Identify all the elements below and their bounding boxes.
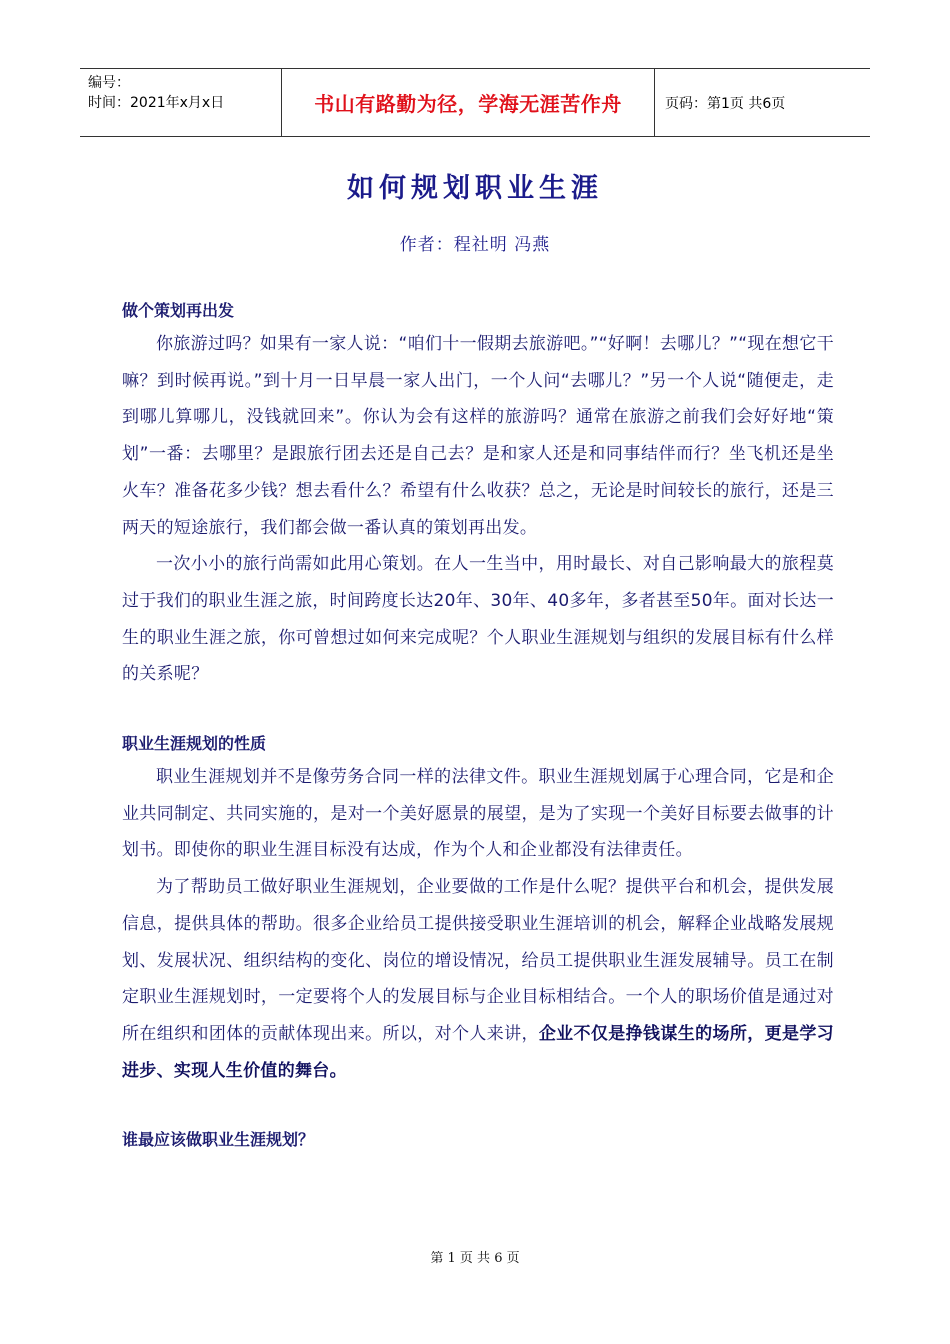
- header-table: [80, 68, 870, 137]
- paragraph-enterprise-role: [122, 869, 834, 1089]
- section-heading-plan: 做个策划再出发: [122, 301, 235, 320]
- paragraph-career-journey: 一次小小的旅行尚需如此用心策划。在人一生当中，用时最长、对自己影响最大的旅程莫过于我们的职业生涯之旅，时间跨度长达20年、30年、40多年，多者甚至50年。面对长达一生的职业生涯之旅，你可曾想过如何来完成呢？个人职业生涯规划与组织的发展目标有什么样的关系呢？: [122, 554, 834, 685]
- header-meta-cell: [80, 69, 282, 136]
- paragraph-travel: 你旅游过吗？如果有一家人说：“咱们十一假期去旅游吧。”“好啊！去哪儿？”“现在想它干嘛？到时候再说。”到十月一日早晨一家人出门，一个人问“去哪儿？”另一个人说“随便走，走到哪儿算哪儿，没钱就回来”。你认为会有这样的旅游吗？通常在旅游之前我们会好好地“策划”一番：去哪里？是跟旅行团去还是自己去？是和家人还是和同事结伴而行？坐飞机还是坐火车？准备花多少钱？想去看什么？希望有什么收获？总之，无论是时间较长的旅行，还是三两天的短途旅行，我们都会做一番认真的策划再出发。: [122, 334, 834, 538]
- header-motto: 书山有路勤为径，学海无涯苦作舟: [314, 92, 622, 116]
- paragraph-enterprise-role-text: 为了帮助员工做好职业生涯规划，企业要做的工作是什么呢？提供平台和机会，提供发展信息，提供具体的帮助。很多企业给员工提供接受职业生涯培训的机会，解释企业战略发展规划、发展状况、组织结构的变化、岗位的增设情况，给员工提供职业生涯发展辅导。员工在制定职业生涯规划时，一定要将个人的发展目标与企业目标相结合。一个人的职场价值是通过对所在组织和团体的贡献体现出来。所以，对个人来讲，: [122, 877, 834, 1044]
- document-body: [122, 296, 834, 1155]
- paragraph-psych-contract: 职业生涯规划并不是像劳务合同一样的法律文件。职业生涯规划属于心理合同，它是和企业共同制定、共同实施的，是对一个美好愿景的展望，是为了实现一个美好目标要去做事的计划书。即使你的职业生涯目标没有达成，作为个人和企业都没有法律责任。: [122, 767, 834, 861]
- section-heading-who: 谁最应该做职业生涯规划？: [122, 1130, 315, 1150]
- section-heading-nature: 职业生涯规划的性质: [122, 734, 267, 754]
- header-page-cell: [655, 69, 870, 136]
- document-author: 作者：程社明 冯燕: [399, 235, 551, 255]
- page-footer: 第 1 页 共 6 页: [430, 1251, 520, 1266]
- paragraph-enterprise-role-emphasis: 企业不仅是挣钱谋生的场所，更是学习进步、实现人生价值的舞台。: [122, 1023, 834, 1081]
- header-motto-cell: [282, 69, 655, 136]
- document-time-label: 时间：2021年x月x日: [88, 95, 225, 111]
- document-number-label: 编号：: [88, 75, 130, 91]
- document-title: 如何规划职业生涯: [347, 173, 603, 204]
- header-page-info: 页码：第1页 共6页: [665, 95, 786, 112]
